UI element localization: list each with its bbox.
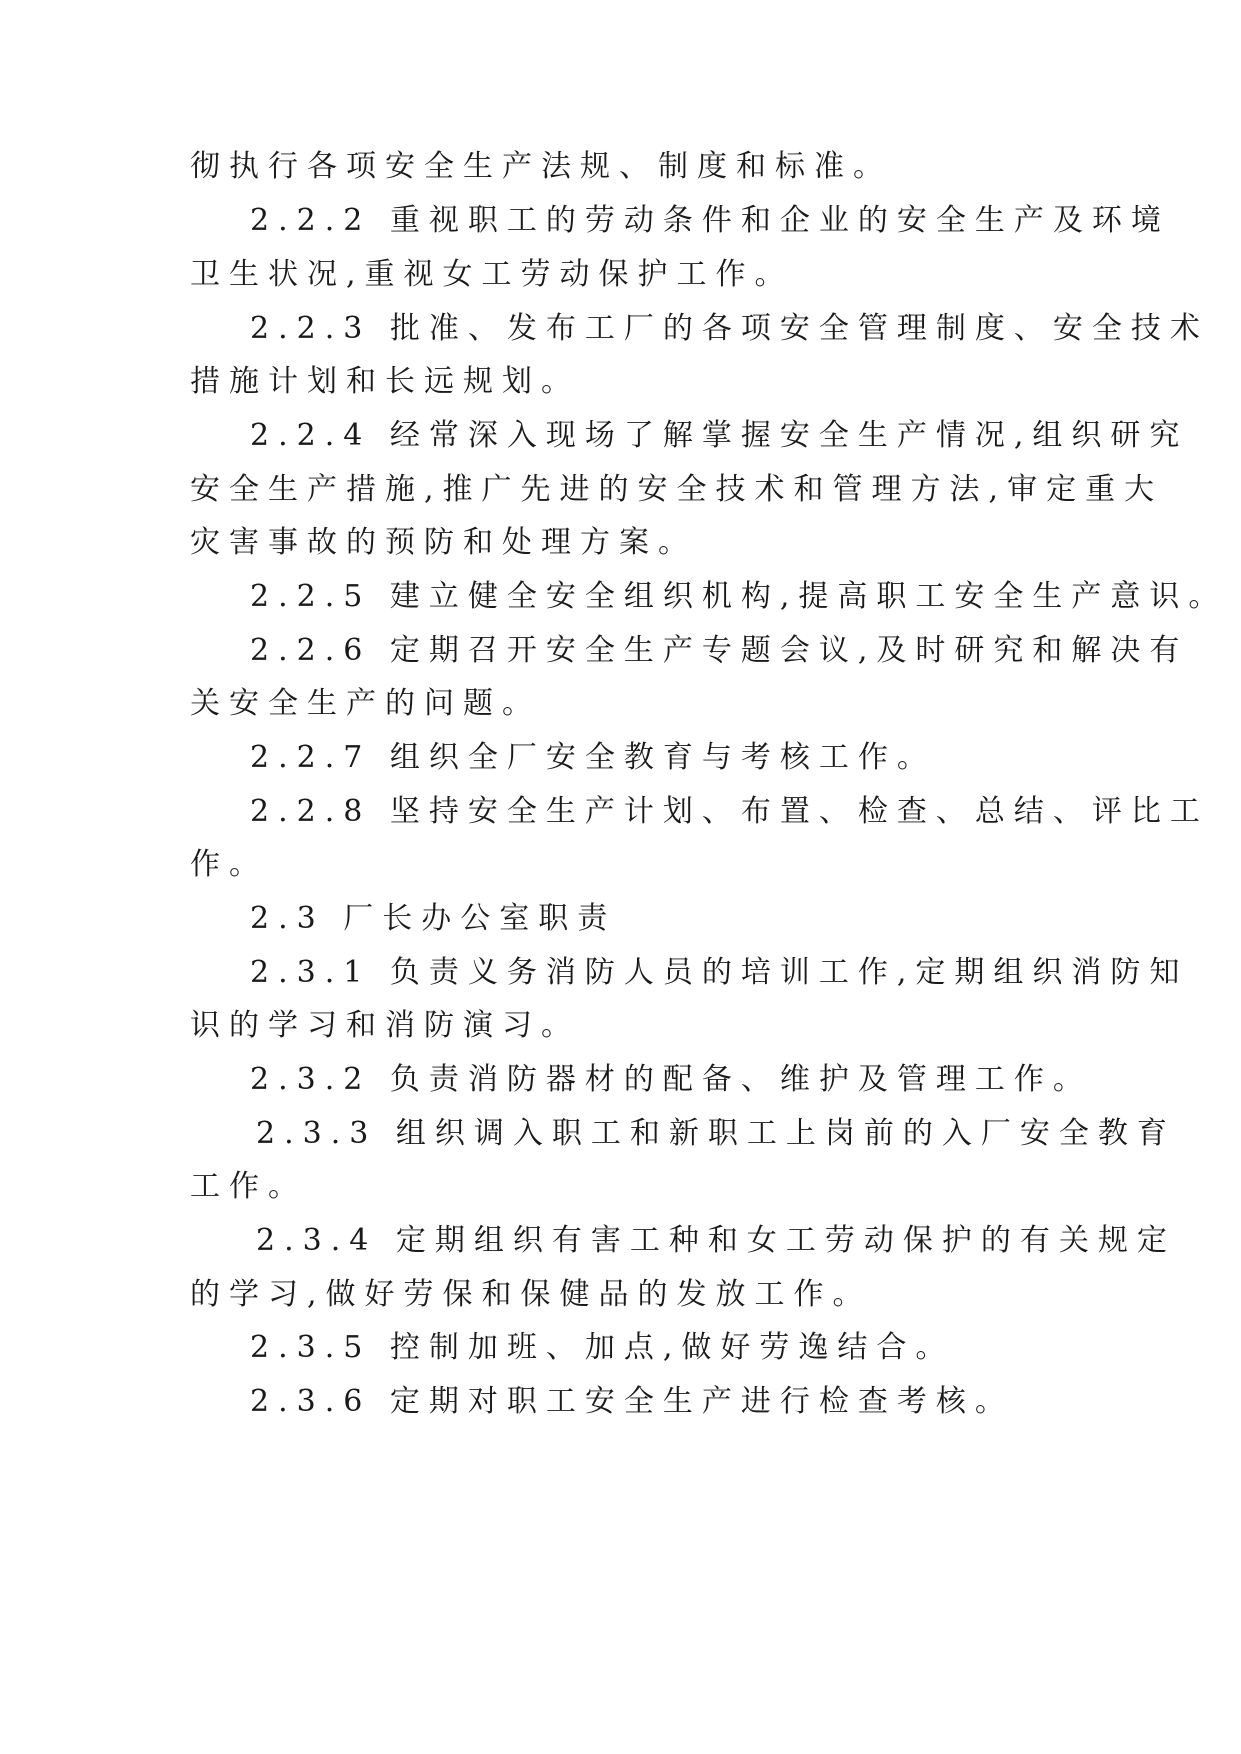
clause-2-3-1: 2.3.1 负责义务消防人员的培训工作,定期组织消防知 <box>250 955 1189 990</box>
text-line: 的学习,做好劳保和保健品的发放工作。 <box>190 1277 872 1312</box>
text-line: 灾害事故的预防和处理方案。 <box>190 525 697 560</box>
text-line: 作。 <box>190 847 268 882</box>
clause-2-2-3: 2.2.3 批准、发布工厂的各项安全管理制度、安全技术 <box>250 311 1209 346</box>
clause-2-2-4: 2.2.4 经常深入现场了解掌握安全生产情况,组织研究 <box>250 418 1189 453</box>
clause-2-3-5: 2.3.5 控制加班、加点,做好劳逸结合。 <box>250 1330 955 1365</box>
clause-2-3-4: 2.3.4 定期组织有害工种和女工劳动保护的有关规定 <box>256 1223 1176 1258</box>
clause-2-2-6: 2.2.6 定期召开安全生产专题会议,及时研究和解决有 <box>250 633 1189 668</box>
text-line: 识的学习和消防演习。 <box>190 1008 580 1043</box>
text-line: 措施计划和长远规划。 <box>190 364 580 399</box>
text-line: 安全生产措施,推广先进的安全技术和管理方法,审定重大 <box>190 472 1164 507</box>
clause-2-3-3: 2.3.3 组织调入职工和新职工上岗前的入厂安全教育 <box>256 1116 1176 1151</box>
clause-2-3-2: 2.3.2 负责消防器材的配备、维护及管理工作。 <box>250 1062 1092 1097</box>
clause-2-2-7: 2.2.7 组织全厂安全教育与考核工作。 <box>250 740 936 775</box>
text-line: 关安全生产的问题。 <box>190 686 541 721</box>
text-line: 卫生状况,重视女工劳动保护工作。 <box>190 257 794 292</box>
clause-2-2-2: 2.2.2 重视职工的劳动条件和企业的安全生产及环境 <box>250 203 1170 238</box>
text-line: 工作。 <box>190 1169 307 1204</box>
text-line: 彻执行各项安全生产法规、制度和标准。 <box>190 149 892 184</box>
clause-2-3-6: 2.3.6 定期对职工安全生产进行检查考核。 <box>250 1384 1014 1419</box>
section-heading-2-3: 2.3 厂长办公室职责 <box>250 901 617 936</box>
clause-2-2-5: 2.2.5 建立健全安全组织机构,提高职工安全生产意识。 <box>250 579 1228 614</box>
clause-2-2-8: 2.2.8 坚持安全生产计划、布置、检查、总结、评比工 <box>250 794 1209 829</box>
